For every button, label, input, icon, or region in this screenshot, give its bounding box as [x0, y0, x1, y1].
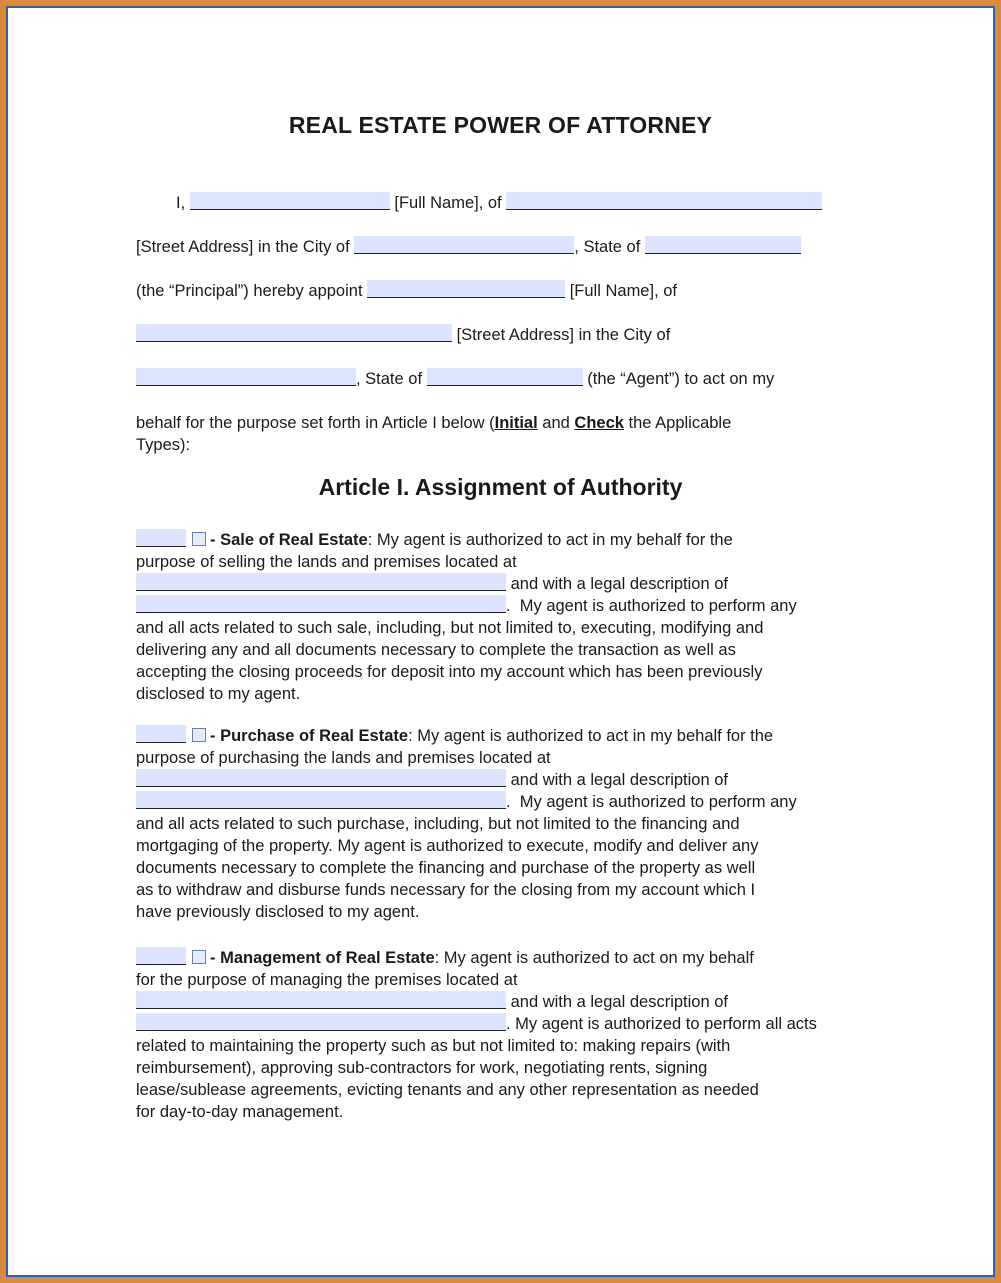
article-heading: Article I. Assignment of Authority	[318, 474, 683, 500]
agent-state-field[interactable]	[427, 368, 583, 386]
sale-heading: - Sale of Real Estate	[210, 531, 368, 549]
intro-text: , State of	[356, 370, 423, 388]
intro-text: I,	[176, 194, 186, 212]
agent-city-field[interactable]	[136, 368, 356, 386]
check-label: Check	[574, 414, 624, 432]
principal-street-field[interactable]	[506, 192, 822, 210]
purchase-text: documents necessary to complete the financing and purchase of the property as well	[136, 859, 756, 877]
purchase-text: . My agent is authorized to perform any	[506, 793, 797, 811]
sale-premises-field[interactable]	[136, 573, 506, 591]
intro-text: [Full Name], of	[569, 282, 678, 300]
management-text: for day-to-day management.	[136, 1103, 344, 1121]
document-title: REAL ESTATE POWER OF ATTORNEY	[288, 112, 713, 138]
management-text: . My agent is authorized to perform all acts	[506, 1015, 817, 1033]
sale-checkbox[interactable]	[192, 532, 206, 546]
management-text: for the purpose of managing the premises located at	[136, 971, 518, 989]
purchase-text: : My agent is authorized to act in my behalf for the	[408, 727, 774, 745]
purchase-text: and with a legal description of	[510, 771, 728, 789]
management-text: reimbursement), approving sub-contractors for work, negotiating rents, signing	[136, 1059, 708, 1077]
intro-text: [Full Name], of	[394, 194, 502, 212]
intro-text: [Street Address] in the City of	[456, 326, 671, 344]
management-heading: - Management of Real Estate	[210, 949, 435, 967]
agent-name-field[interactable]	[367, 280, 565, 298]
sale-text: purpose of selling the lands and premises located at	[136, 553, 517, 571]
management-text: lease/sublease agreements, evicting tenants and any other representation as needed	[136, 1081, 759, 1099]
intro-text: (the “Principal”) hereby appoint	[136, 282, 363, 300]
sale-text: accepting the closing proceeds for deposit into my account which has been previously	[136, 663, 763, 681]
intro-text: behalf for the purpose set forth in Article I below (	[136, 414, 495, 432]
sale-text: disclosed to my agent.	[136, 685, 301, 703]
page-frame	[6, 6, 995, 1277]
sale-text: delivering any and all documents necessary to complete the transaction as well as	[136, 641, 736, 659]
sale-text: and all acts related to such sale, including, but not limited to, executing, modifying and	[136, 619, 764, 637]
intro-text: , State of	[574, 238, 641, 256]
management-text: and with a legal description of	[510, 993, 728, 1011]
purchase-text: mortgaging of the property. My agent is authorized to execute, modify and deliver any	[136, 837, 759, 855]
sale-text: . My agent is authorized to perform any	[506, 597, 797, 615]
document-page	[8, 8, 993, 1275]
sale-text: and with a legal description of	[510, 575, 728, 593]
purchase-text: have previously disclosed to my agent.	[136, 903, 420, 921]
intro-text: (the “Agent”) to act on my	[587, 370, 775, 388]
initial-label: Initial	[494, 414, 538, 432]
intro-text: Types):	[136, 436, 191, 454]
intro-text: the Applicable	[623, 414, 732, 432]
sale-text: : My agent is authorized to act in my behalf for the	[367, 531, 733, 549]
management-text: : My agent is authorized to act on my behalf	[434, 949, 754, 967]
intro-text: and	[537, 414, 575, 432]
principal-state-field[interactable]	[645, 236, 801, 254]
principal-name-field[interactable]	[190, 192, 390, 210]
purchase-heading: - Purchase of Real Estate	[210, 727, 409, 745]
sale-initial-field[interactable]	[136, 529, 186, 547]
management-text: related to maintaining the property such as but not limited to: making repairs (with	[136, 1037, 731, 1055]
principal-city-field[interactable]	[354, 236, 574, 254]
purchase-text: purpose of purchasing the lands and premises located at	[136, 749, 551, 767]
purchase-premises-field[interactable]	[136, 769, 506, 787]
management-checkbox[interactable]	[192, 950, 206, 964]
purchase-initial-field[interactable]	[136, 725, 186, 743]
management-legal-description-field[interactable]	[136, 1013, 506, 1031]
purchase-checkbox[interactable]	[192, 728, 206, 742]
agent-street-field[interactable]	[136, 324, 452, 342]
purchase-text: as to withdraw and disburse funds necessary for the closing from my account which I	[136, 881, 756, 899]
purchase-text: and all acts related to such purchase, including, but not limited to the financing and	[136, 815, 740, 833]
management-initial-field[interactable]	[136, 947, 186, 965]
purchase-legal-description-field[interactable]	[136, 791, 506, 809]
management-premises-field[interactable]	[136, 991, 506, 1009]
sale-legal-description-field[interactable]	[136, 595, 506, 613]
intro-text: [Street Address] in the City of	[136, 238, 350, 256]
